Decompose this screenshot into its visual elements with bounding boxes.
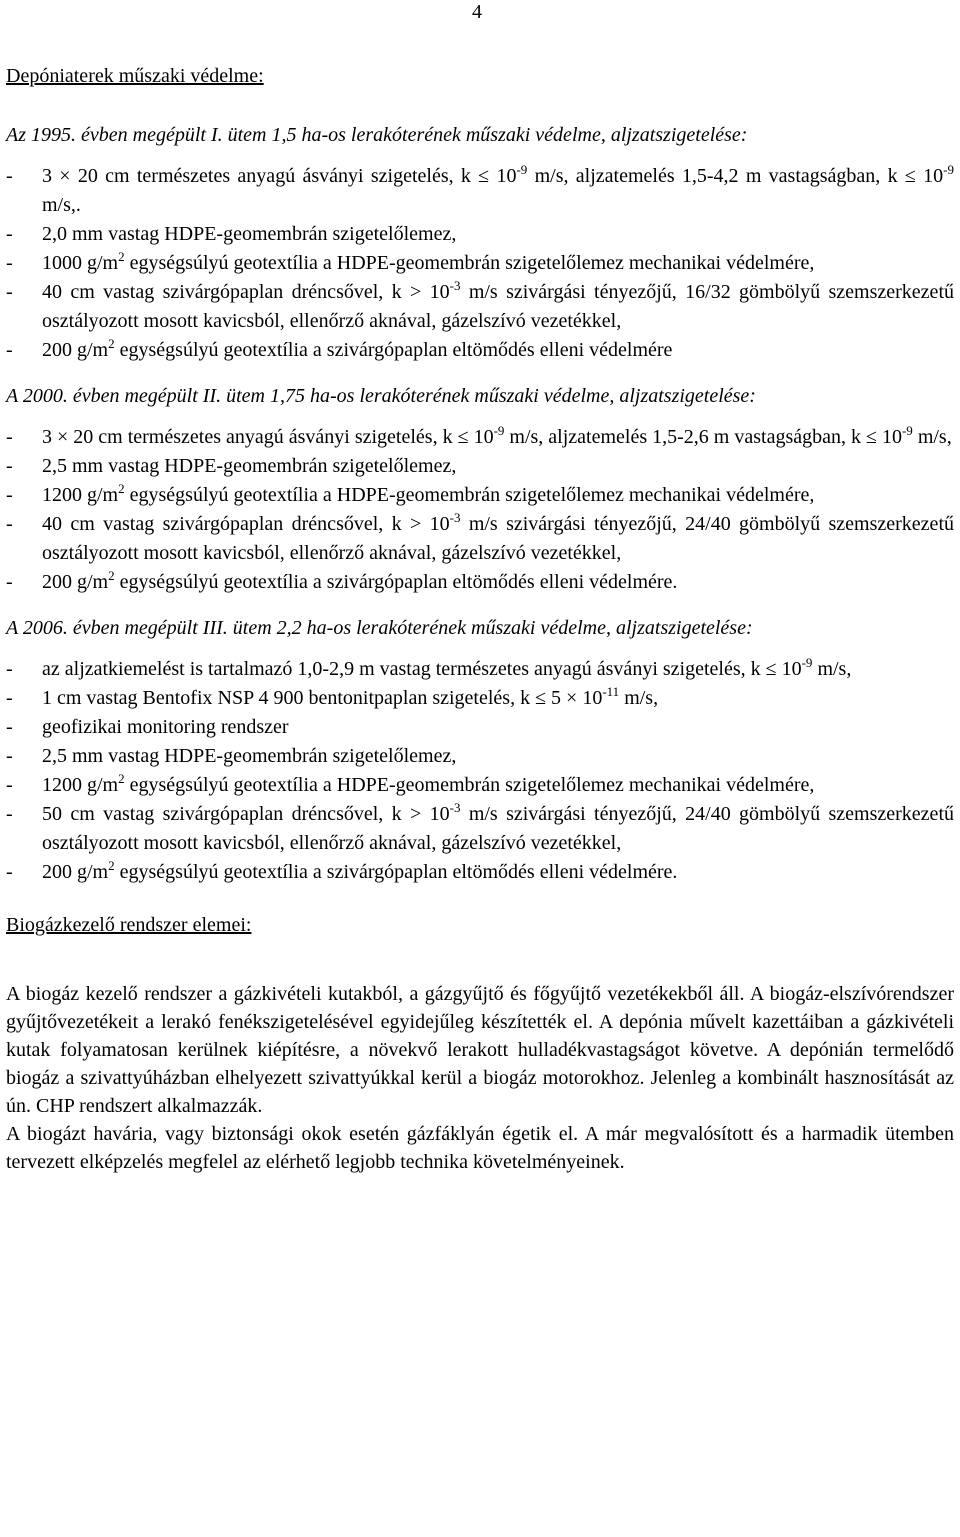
text-run: 200 g/m [42, 571, 109, 593]
list-item [6, 510, 954, 568]
text-run: 1 cm vastag Bentofix NSP 4 900 bentonitpaplan szigetelés, k ≤ 5 × 10 [42, 687, 603, 709]
text-run: m/s, aljzatemelés 1,5-2,6 m vastagságban, k ≤ 10 [504, 426, 902, 448]
page-number: 4 [472, 1, 482, 23]
list-item [6, 249, 954, 278]
superscript: 2 [118, 771, 125, 786]
text-run: 1000 g/m [42, 252, 119, 274]
text-run: egységsúlyú geotextília a szivárgópaplan eltömődés elleni védelmére. [114, 571, 678, 593]
list-item [6, 771, 954, 800]
stage-1-list [6, 162, 954, 365]
list-item [6, 800, 954, 858]
text-run: egységsúlyú geotextília a HDPE-geomembrán szigetelőlemez mechanikai védelmére, [124, 484, 815, 506]
text-run: 2,0 mm vastag HDPE-geomembrán szigetelőlemez, [42, 223, 457, 245]
superscript: 2 [108, 568, 115, 583]
text-run: az aljzatkiemelést is tartalmazó 1,0-2,9 m vastag természetes anyagú ásványi szigetelés, k ≤ 10 [42, 658, 802, 680]
biogas-paragraph-2: A biogázt havária, vagy biztonsági okok esetén gázfáklyán égetik el. A már megvalósított és a harmadik ütemben tervezett elképzelés megfelel az elérhető legjobb technika követelményeinek. [6, 1123, 954, 1173]
superscript: -9 [493, 423, 505, 438]
superscript: -3 [449, 510, 461, 525]
superscript: -9 [943, 162, 954, 177]
list-item [6, 568, 954, 597]
section-heading-landfill-protection: Depóniaterek műszaki védelme: [6, 65, 264, 87]
text-run: 50 cm vastag szivárgópaplan dréncsővel, k > 10 [42, 803, 450, 825]
text-run: geofizikai monitoring rendszer [42, 716, 289, 738]
text-run: m/s, [812, 658, 852, 680]
stage-2-title: A 2000. évben megépült II. ütem 1,75 ha-os lerakóterének műszaki védelme, aljzatszigetelése: [6, 385, 756, 407]
superscript: -3 [449, 800, 461, 815]
list-item [6, 423, 954, 452]
text-run: m/s, [619, 687, 659, 709]
stage-2-list [6, 423, 954, 597]
superscript: -3 [449, 278, 461, 293]
text-run: m/s szivárgási tényezőjű, 24/40 gömbölyű szemszerkezetű osztályozott mosott kavicsból, ellenőrző aknával, gázelszívó vezetékkel, [42, 803, 954, 854]
superscript: -9 [901, 423, 913, 438]
biogas-paragraph-1: A biogáz kezelő rendszer a gázkivételi kutakból, a gázgyűjtő és főgyűjtő vezetékekből áll. A biogáz-elszívórendszer gyűjtővezetékeit a lerakó fenékszigetelésével egyidejűleg készítették el. A depónia művelt kazettáiban a gázkivételi kutak folyamatosan kerülnek kiépítésre, a növekvő lerakott hulladékvastagságot követve. A depónián termelődő biogáz a szivattyúházban elhelyezett szivattyúkkal kerül a biogáz motorokhoz. Jelenleg a kombinált hasznosítását az ún. CHP rendszert alkalmazzák. [6, 983, 954, 1117]
text-run: 1200 g/m [42, 774, 119, 796]
superscript: 2 [118, 481, 125, 496]
superscript: -9 [801, 655, 813, 670]
stage-3-title: A 2006. évben megépült III. ütem 2,2 ha-os lerakóterének műszaki védelme, aljzatszigetelése: [6, 617, 753, 639]
text-run: 40 cm vastag szivárgópaplan dréncsővel, k > 10 [42, 513, 450, 535]
list-item [6, 452, 954, 481]
text-run: 3 × 20 cm természetes anyagú ásványi szigetelés, k ≤ 10 [42, 426, 494, 448]
list-item [6, 684, 954, 713]
text-run: egységsúlyú geotextília a HDPE-geomembrán szigetelőlemez mechanikai védelmére, [124, 252, 815, 274]
text-run: 200 g/m [42, 339, 109, 361]
text-run: egységsúlyú geotextília a HDPE-geomembrán szigetelőlemez mechanikai védelmére, [124, 774, 815, 796]
text-run: m/s, aljzatemelés 1,5-4,2 m vastagságban, k ≤ 10 [527, 165, 944, 187]
text-run: 2,5 mm vastag HDPE-geomembrán szigetelőlemez, [42, 745, 457, 767]
superscript: 2 [118, 249, 125, 264]
document-body [6, 62, 954, 1176]
text-run: m/s,. [42, 194, 81, 216]
stage-1-title: Az 1995. évben megépült I. ütem 1,5 ha-os lerakóterének műszaki védelme, aljzatszigetelése: [6, 124, 748, 146]
text-run: m/s szivárgási tényezőjű, 16/32 gömbölyű szemszerkezetű osztályozott mosott kavicsból, ellenőrző aknával, gázelszívó vezetékkel, [42, 281, 954, 332]
superscript: 2 [108, 336, 115, 351]
list-item [6, 220, 954, 249]
text-run: 40 cm vastag szivárgópaplan dréncsővel, k > 10 [42, 281, 450, 303]
text-run: m/s, [912, 426, 952, 448]
text-run: 1200 g/m [42, 484, 119, 506]
text-run: egységsúlyú geotextília a szivárgópaplan eltömődés elleni védelmére [114, 339, 673, 361]
text-run: m/s szivárgási tényezőjű, 24/40 gömbölyű szemszerkezetű osztályozott mosott kavicsból, ellenőrző aknával, gázelszívó vezetékkel, [42, 513, 954, 564]
text-run: 2,5 mm vastag HDPE-geomembrán szigetelőlemez, [42, 455, 457, 477]
list-item [6, 481, 954, 510]
text-run: egységsúlyú geotextília a szivárgópaplan eltömődés elleni védelmére. [114, 861, 678, 883]
superscript: -9 [516, 162, 528, 177]
superscript: -11 [602, 684, 620, 699]
stage-3-list [6, 655, 954, 887]
text-run: 200 g/m [42, 861, 109, 883]
list-item [6, 336, 954, 365]
list-item [6, 162, 954, 220]
list-item [6, 655, 954, 684]
text-run: 3 × 20 cm természetes anyagú ásványi szigetelés, k ≤ 10 [42, 165, 517, 187]
list-item [6, 713, 954, 742]
superscript: 2 [108, 858, 115, 873]
list-item [6, 742, 954, 771]
list-item [6, 858, 954, 887]
section-heading-biogas: Biogázkezelő rendszer elemei: [6, 914, 252, 936]
list-item [6, 278, 954, 336]
